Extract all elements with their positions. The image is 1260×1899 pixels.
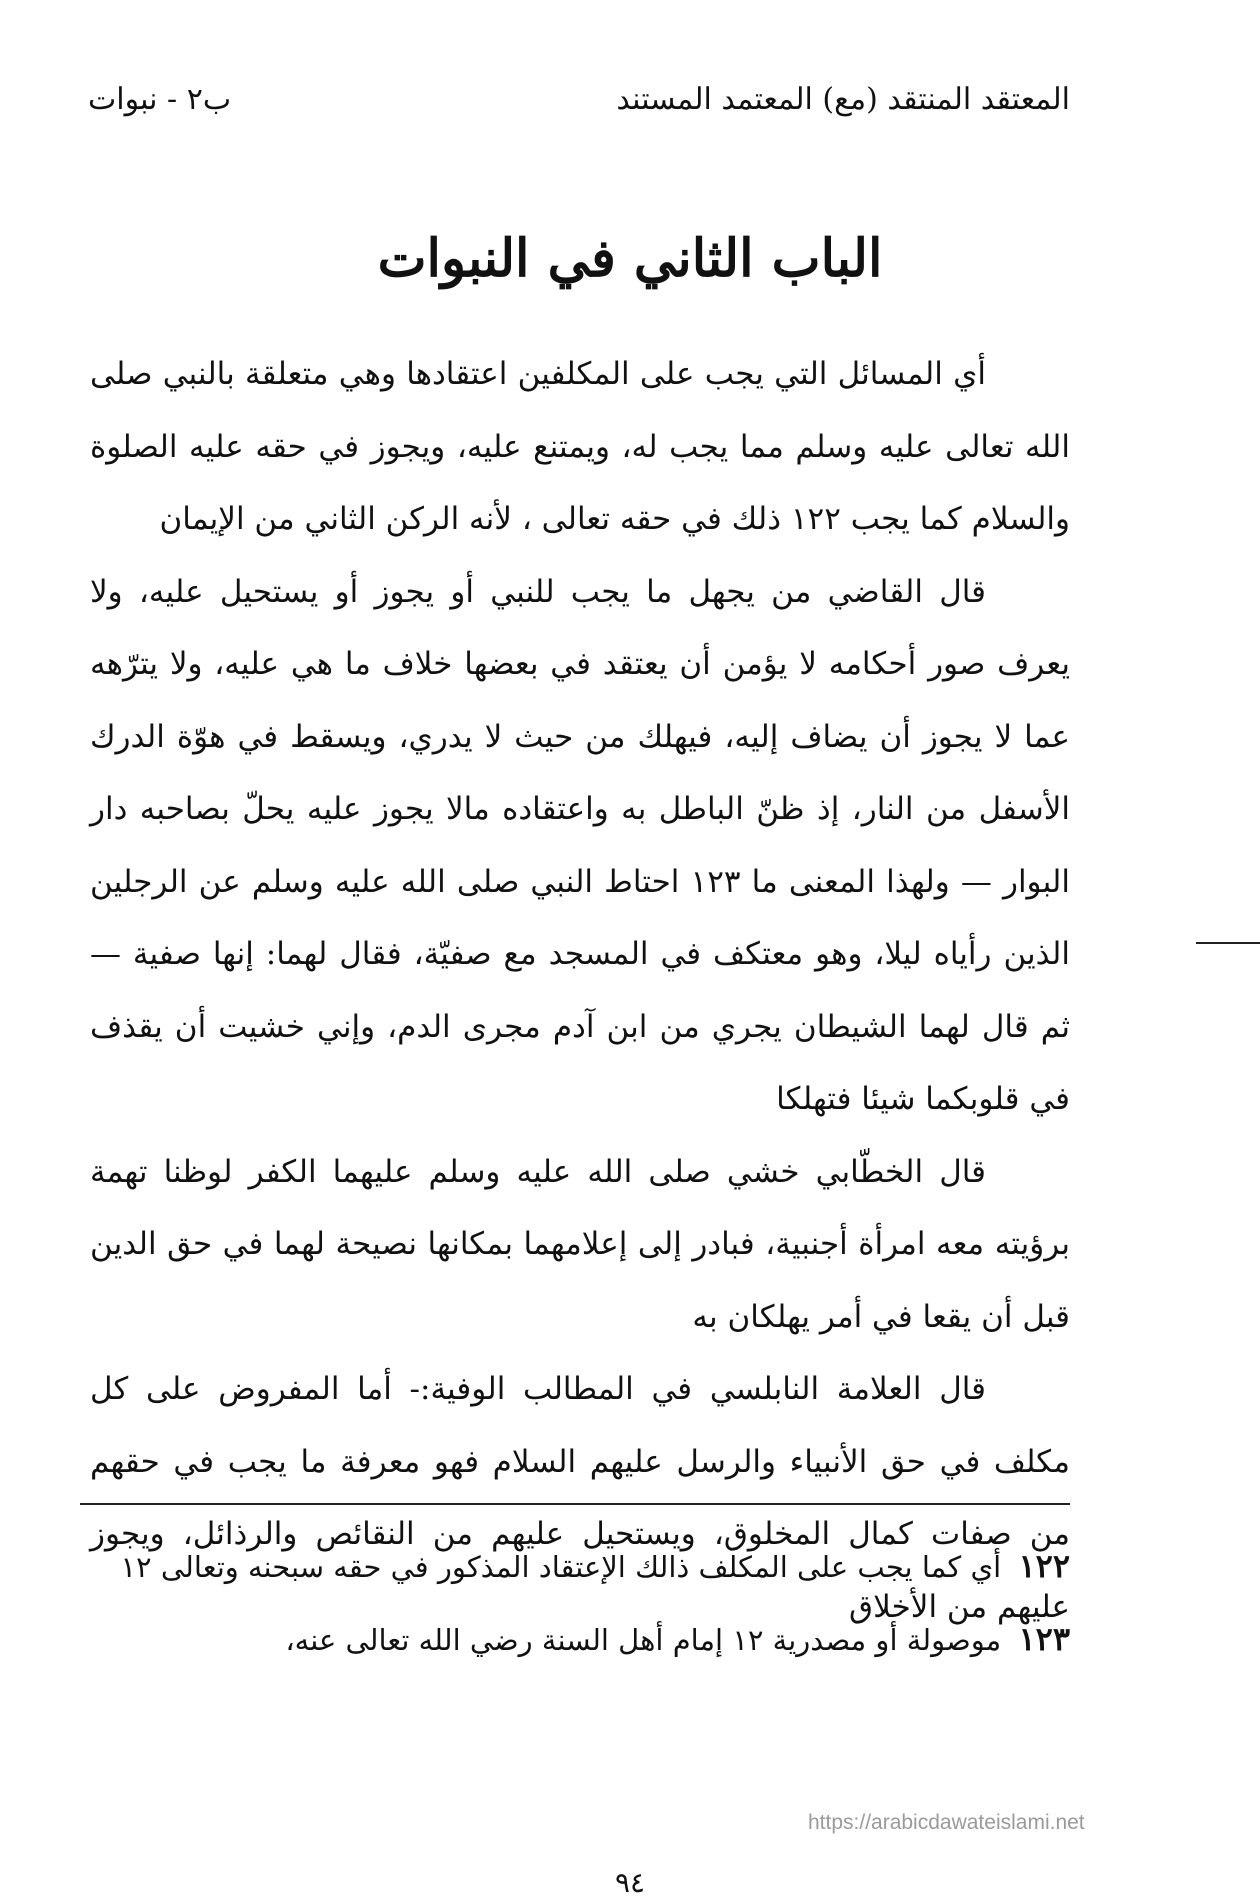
footnote xyxy=(90,1603,1070,1676)
footnote-number: ١٢٢ xyxy=(1018,1547,1070,1585)
running-header-section: ب٢ - نبوات xyxy=(88,82,232,117)
paragraph: قال العلامة النابلسي في المطالب الوفية:- أما المفروض على كل مكلف في حق الأنبياء والرسل عليهم السلام فهو معرفة ما يجب في حقهم من صفات كمال المخلوق، ويستحيل عليهم من النقائص والرذائل، ويجوز عليهم من الأخلاق xyxy=(90,1371,1070,1625)
watermark-url: https://arabicdawateislami.net xyxy=(808,1811,1085,1834)
chapter-title: الباب الثاني في النبوات xyxy=(377,228,883,289)
footnote xyxy=(90,1530,1070,1603)
body-text xyxy=(90,338,1070,1643)
paragraph: أي المسائل التي يجب على المكلفين اعتقادها وهي متعلقة بالنبي صلى الله تعالى عليه وسلم مما يجب له، ويمتنع عليه، ويجوز في حقه عليه الصلوة والسلام كما يجب ١٢٢ ذلك في حقه تعالى ، لأنه الركن الثاني من الإيمان xyxy=(90,356,1070,537)
footnote-text: موصولة أو مصدرية ١٢ إمام أهل السنة رضي الله تعالى عنه، xyxy=(285,1623,1002,1657)
page-number: ٩٤ xyxy=(614,1866,646,1899)
footnote-number: ١٢٣ xyxy=(1018,1620,1070,1658)
paragraph: قال الخطّابي خشي صلى الله عليه وسلم عليهما الكفر لوظنا تهمة برؤيته معه امرأة أجنبية، فبادر إلى إعلامهما بمكانها نصيحة لهما في حق الدين قبل أن يقعا في أمر يهلكان به xyxy=(90,1153,1070,1335)
footnote-text: أي كما يجب على المكلف ذالك الإعتقاد المذكور في حقه سبحنه وتعالى ١٢ xyxy=(120,1550,1002,1584)
margin-mark xyxy=(1196,942,1260,944)
running-header-title: المعتقد المنتقد (مع) المعتمد المستند xyxy=(616,82,1070,117)
footnote-divider xyxy=(80,1503,1070,1505)
paragraph: قال القاضي من يجهل ما يجب للنبي أو يجوز أو يستحيل عليه، ولا يعرف صور أحكامه لا يؤمن أن يعتقد في بعضها خلاف ما هي عليه، ولا يترّهه عما لا يجوز أن يضاف إليه، فيهلك من حيث لا يدري، ويسقط في هوّة الدرك الأسفل من النار، إذ ظنّ الباطل به واعتقاده مالا يجوز عليه يحلّ بصاحبه دار البوار — ولهذا المعنى ما ١٢٣ احتاط النبي صلى الله عليه وسلم عن الرجلين الذين رأياه ليلا، وهو معتكف في المسجد مع صفيّة، فقال لهما: إنها صفية — ثم قال لهما الشيطان يجري من ابن آدم مجرى الدم، وإني خشيت أن يقذف في قلوبكما شيئا فتهلكا xyxy=(90,573,1070,1117)
footnotes xyxy=(90,1530,1070,1676)
